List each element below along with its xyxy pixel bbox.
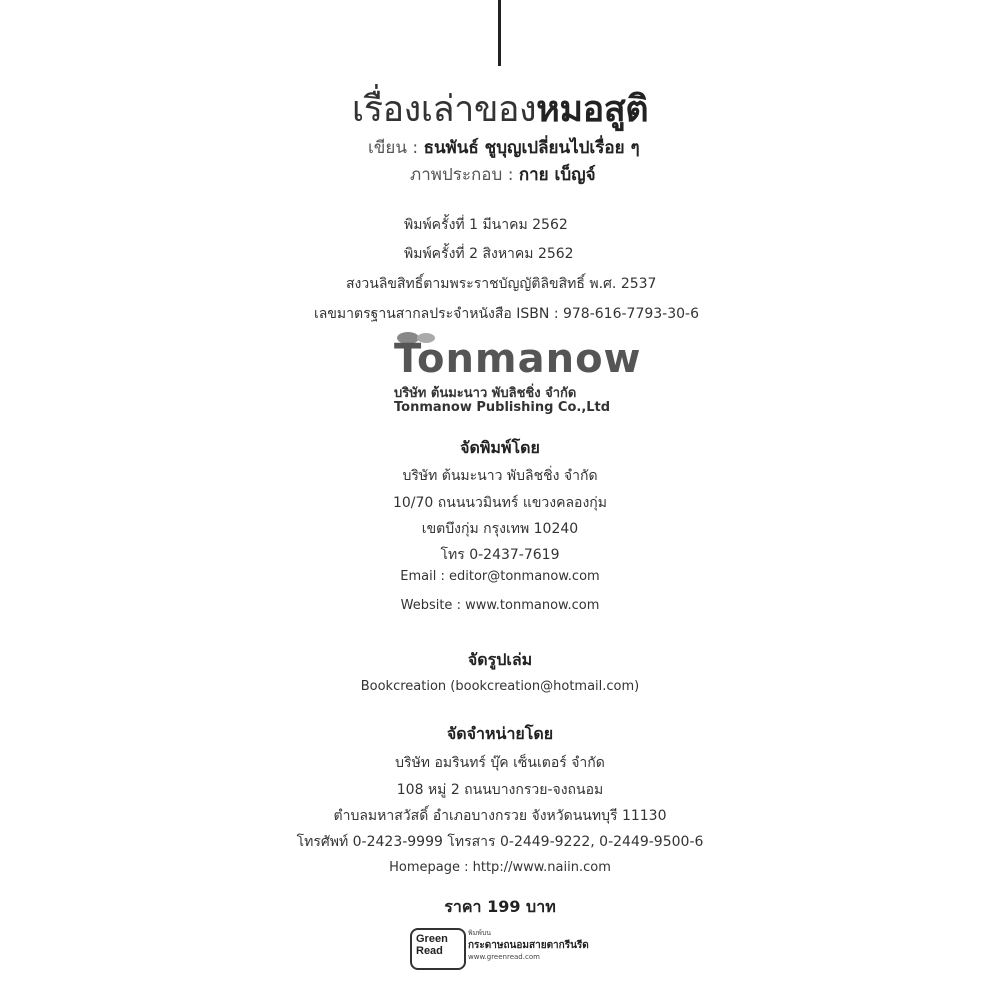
copyright-line: สงวนลิขสิทธิ์ตามพระราชบัญญัติลิขสิทธิ์ พ.ศ. 2537 (346, 276, 657, 292)
layout-by-line: Bookcreation (bookcreation@hotmail.com) (360, 679, 640, 694)
title-bold-part: หมอสูติ (536, 89, 649, 130)
green-read-small: พิมพ์บน (468, 929, 492, 937)
logo-thai-name: บริษัท ต้นมะนาว พับลิชชิ่ง จำกัด (394, 386, 577, 401)
edition-line: พิมพ์ครั้งที่ 2 สิงหาคม 2562 (404, 246, 574, 262)
price: ราคา 199 บาท (444, 897, 556, 916)
green-read-paper: กระดาษถนอมสายตากรีนรีด (468, 940, 589, 951)
green-read-logo (410, 928, 466, 970)
book-title (0, 80, 1000, 137)
author-name: ธนพันธ์ ชูบุญเปลี่ยนไปเรื่อย ๆ (423, 138, 640, 158)
author-label: เขียน : (368, 138, 424, 158)
distributed-by-line: ตำบลมหาสวัสดิ์ อำเภอบางกรวย จังหวัดนนทบุรี 11130 (333, 808, 667, 824)
distributed-by-line: โทรศัพท์ 0-2423-9999 โทรสาร 0-2449-9222, 0-2449-9500-6 (296, 834, 704, 850)
published-by-heading: จัดพิมพ์โดย (460, 438, 540, 457)
distributed-by-line: 108 หมู่ 2 ถนนบางกรวย-จงถนอม (396, 782, 604, 798)
publisher-email: Email : editor@tonmanow.com (400, 569, 600, 584)
published-by-line: บริษัท ต้นมะนาว พับลิชชิ่ง จำกัด (402, 468, 598, 484)
published-by-line: 10/70 ถนนนวมินทร์ แขวงคลองกุ่ม (392, 495, 608, 511)
title-normal-part: เรื่องเล่าของ (351, 89, 537, 130)
logo-wordmark: Tonmanow (394, 336, 642, 382)
illustrator-name: กาย เบ็ญจ์ (518, 165, 596, 185)
author-credit (368, 134, 640, 161)
illustrator-label: ภาพประกอบ : (410, 165, 519, 185)
tonmanow-logo (394, 326, 642, 420)
published-by-line: เขตบึงกุ่ม กรุงเทพ 10240 (421, 521, 579, 537)
edition-line: พิมพ์ครั้งที่ 1 มีนาคม 2562 (404, 217, 568, 233)
illustrator-credit (410, 161, 596, 188)
green-read-logo-text: Green Read (416, 933, 448, 957)
distributor-homepage: Homepage : http://www.naiin.com (389, 860, 611, 875)
publisher-website: Website : www.tonmanow.com (400, 598, 600, 613)
green-read-url: www.greenread.com (468, 953, 540, 961)
top-divider-line (498, 0, 501, 66)
layout-by-heading: จัดรูปเล่ม (467, 650, 533, 669)
isbn-line: เลขมาตรฐานสากลประจำหนังสือ ISBN : 978-616-7793-30-6 (314, 306, 699, 322)
published-by-line: โทร 0-2437-7619 (440, 547, 560, 563)
distributed-by-line: บริษัท อมรินทร์ บุ๊ค เซ็นเตอร์ จำกัด (395, 755, 605, 771)
distributed-by-heading: จัดจำหน่ายโดย (446, 724, 554, 743)
green-read-badge (410, 926, 610, 970)
logo-english-name: Tonmanow Publishing Co.,Ltd (394, 400, 611, 415)
